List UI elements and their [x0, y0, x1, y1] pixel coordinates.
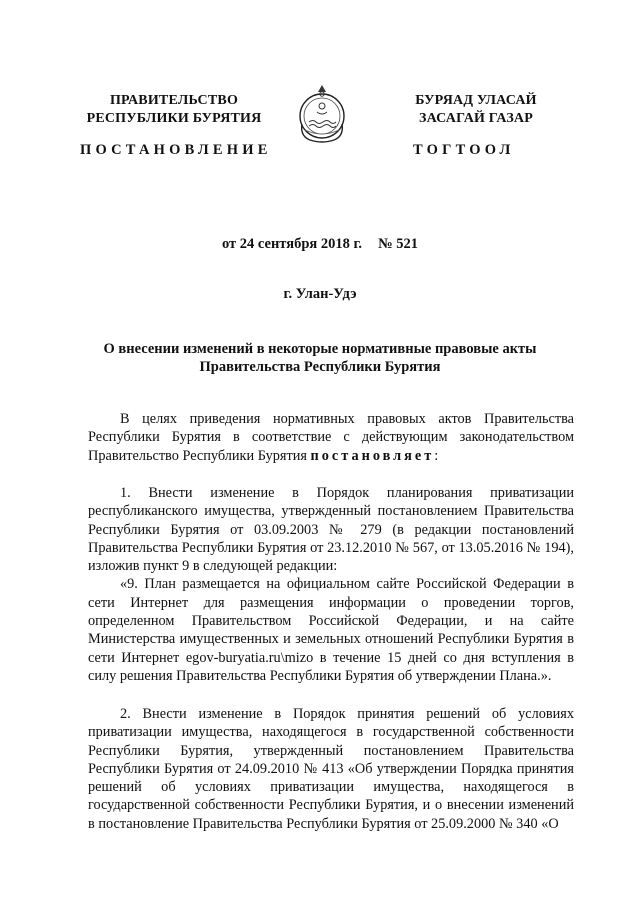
- header-right-line2: ЗАСАГАЙ ГАЗАР: [418, 111, 533, 126]
- header-left-line2: РЕСПУБЛИКИ БУРЯТИЯ: [86, 111, 262, 126]
- item-1-block: [88, 484, 574, 685]
- document-city: г. Улан-Удэ: [283, 286, 357, 302]
- doc-type-buryat: ТОГТООЛ: [413, 142, 515, 158]
- document-title: [60, 340, 580, 376]
- item-2-paragraph: 2. Внести изменение в Порядок принятия решений об условиях приватизации имущества, находящегося в государственной собственности Республики Бурятия, утвержденный постановлением Правительства Республики Бурятия от 24.09.2010 № 413 «Об утверждении Порядка принятия решений об условиях приватизации имущества, находящегося в государственной собственности Республики Бурятия, и о внесении изменений в постановление Правительства Республики Бурятия от 25.09.2000 № 340 «О: [88, 706, 574, 832]
- header-left-block: [74, 92, 274, 128]
- preamble-text: В целях приведения нормативных правовых актов Правительства Республики Бурятия в соответствие с действующим законодательством Правительство Республики Бурятия: [88, 411, 574, 464]
- header-right-line1: БУРЯАД УЛАСАЙ: [415, 93, 537, 108]
- preamble-verb: постановляет: [310, 447, 435, 464]
- document-number: № 521: [378, 236, 419, 252]
- item-1-paragraph: 1. Внести изменение в Порядок планирования приватизации республиканского имущества, утвержденный постановлением Правительства Республики Бурятия от 03.09.2003 № 279 (в редакции постановлений Правительства Республики Бурятия от 23.12.2010 № 567, от 13.05.2016 № 194), изложив пункт 9 в следующей редакции:: [88, 485, 574, 575]
- header-left-line1: ПРАВИТЕЛЬСТВО: [109, 93, 239, 108]
- date-number-line: [0, 236, 640, 253]
- header-right-block: [376, 92, 576, 128]
- preamble-paragraph: В целях приведения нормативных правовых актов Правительства Республики Бурятия в соответствие с действующим законодательством Правительство Республики Бурятия постановляет:: [88, 411, 574, 464]
- doc-type-russian: ПОСТАНОВЛЕНИЕ: [80, 142, 272, 158]
- title-line1: О внесении изменений в некоторые нормативные правовые акты: [103, 341, 537, 357]
- coat-of-arms-emblem: [296, 82, 348, 146]
- title-line2: Правительства Республики Бурятия: [199, 359, 441, 375]
- item-1-quote-paragraph: «9. План размещается на официальном сайте Российской Федерации в сети Интернет для размещения информации о проведении торгов, определенном Правительством Российской Федерации, и на сайте Министерства имущественных и земельных отношений Республики Бурятия в сети Интернет egov-buryatia.ru\mizo в течение 15 дней со дня вступления в силу решения Правительства Республики Бурятия об утверждении Плана.».: [88, 576, 574, 684]
- item-2-block: [88, 705, 574, 833]
- document-date: от 24 сентября 2018 г.: [221, 236, 363, 252]
